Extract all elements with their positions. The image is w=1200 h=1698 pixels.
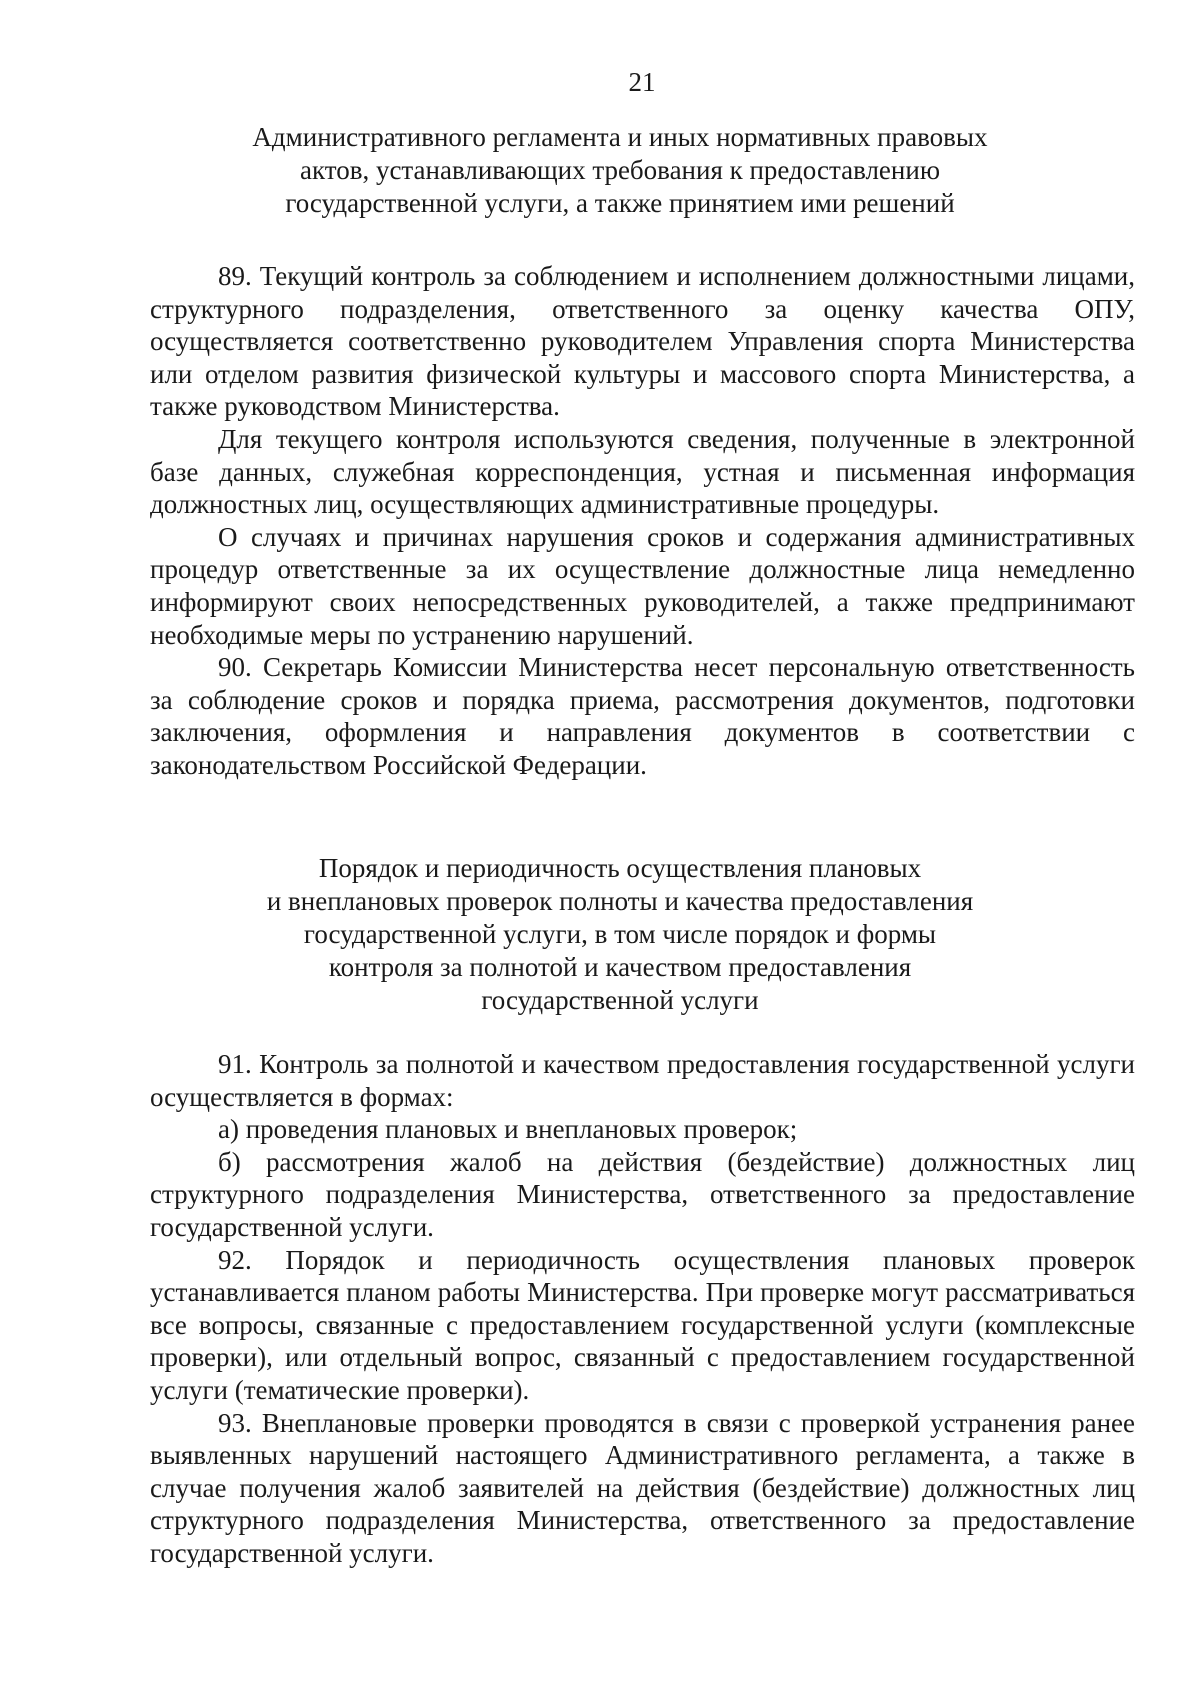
paragraph-91: 91. Контроль за полнотой и качеством предоставления государственной услуги осуществляется в формах: — [150, 1049, 1135, 1112]
paragraph-current-control-sources: Для текущего контроля используются сведения, полученные в электронной базе данных, служебная корреспонденция, устная и письменная информация должностных лиц, осуществляющих административные процедуры. — [150, 423, 1135, 520]
heading-line: актов, устанавливающих требования к предоставлению — [300, 155, 940, 185]
heading-line: государственной услуги, а также принятием ими решений — [285, 188, 955, 218]
heading-line: государственной услуги, в том числе порядок и формы — [303, 919, 937, 949]
heading-line: контроля за полнотой и качеством предоставления — [328, 952, 912, 982]
paragraph-92: 92. Порядок и периодичность осуществления плановых проверок устанавливается планом работы Министерства. При проверке могут рассматриваться все вопросы, связанные с предоставлением государственной услуги (комплексные проверки), или отдельный вопрос, связанный с предоставлением государственной услуги (тематические проверки). — [150, 1244, 1135, 1405]
paragraph-89: 89. Текущий контроль за соблюдением и исполнением должностными лицами, структурного подразделения, ответственного за оценку качества ОПУ, осуществляется соответственно руководителем Управления спорта Министерства или отделом развития физической культуры и массового спорта Министерства, а также руководством Министерства. — [150, 261, 1135, 422]
paragraph-91-b: б) рассмотрения жалоб на действия (бездействие) должностных лиц структурного подразделения Министерства, ответственного за предоставление государственной услуги. — [150, 1146, 1135, 1242]
section-heading-continued — [150, 121, 1090, 220]
page-number: 21 — [628, 67, 656, 97]
heading-line: Административного регламента и иных нормативных правовых — [252, 122, 988, 152]
paragraph-block-current-control — [150, 260, 1135, 782]
paragraph-violations-reporting: О случаях и причинах нарушения сроков и содержания административных процедур ответственные за их осуществление должностные лица немедленно информируют своих непосредственных руководителей, а также предпринимают необходимые меры по устранению нарушений. — [150, 521, 1135, 650]
heading-line: Порядок и периодичность осуществления плановых — [318, 853, 922, 883]
paragraph-block-inspections — [150, 1048, 1135, 1570]
paragraph-90: 90. Секретарь Комиссии Министерства несет персональную ответственность за соблюдение сроков и порядка приема, рассмотрения документов, подготовки заключения, оформления и направления документов в соответствии с законодательством Российской Федерации. — [150, 652, 1135, 780]
section-heading-inspections — [150, 852, 1090, 1017]
paragraph-91-a: а) проведения плановых и внеплановых проверок; — [218, 1114, 798, 1145]
heading-line: государственной услуги — [481, 985, 759, 1015]
paragraph-93: 93. Внеплановые проверки проводятся в связи с проверкой устранения ранее выявленных нарушений настоящего Административного регламента, а также в случае получения жалоб заявителей на действия (бездействие) должностных лиц структурного подразделения Министерства, ответственного за предоставление государственной услуги. — [150, 1407, 1135, 1568]
heading-line: и внеплановых проверок полноты и качества предоставления — [266, 886, 974, 916]
